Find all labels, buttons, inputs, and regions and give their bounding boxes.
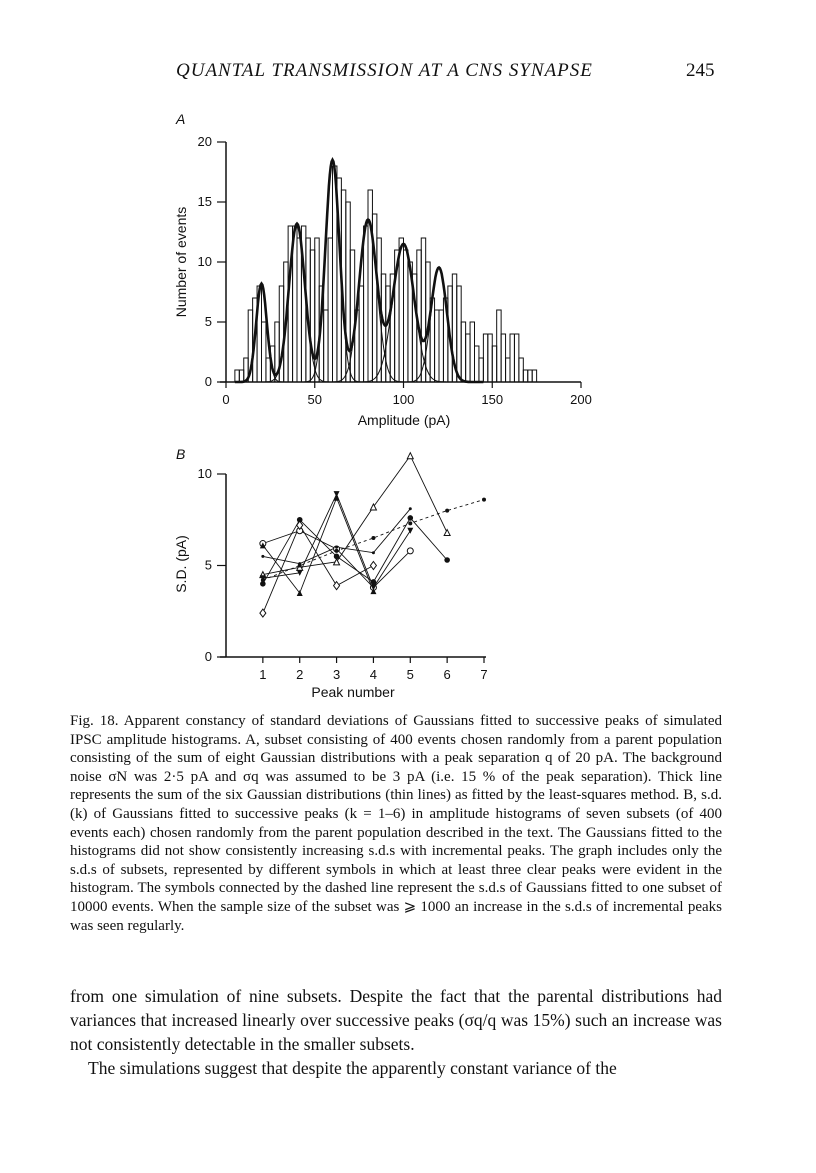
body-text <box>70 984 722 1080</box>
histogram-bar <box>479 358 483 382</box>
histogram-bar <box>488 334 492 382</box>
panel-a-xlabel: Amplitude (pA) <box>357 412 451 428</box>
panel-a-ylabel: Number of events <box>173 206 189 318</box>
x-tick-label: 0 <box>222 392 230 407</box>
page-number: 245 <box>686 60 715 81</box>
data-point <box>261 555 264 558</box>
panel-b-ylabel: S.D. (pA) <box>173 535 189 593</box>
x-tick-label: 100 <box>392 392 415 407</box>
x-tick-label: 5 <box>406 667 414 682</box>
histogram-bar <box>421 238 425 382</box>
histogram-bar <box>523 370 527 382</box>
histogram-bar <box>266 358 270 382</box>
histogram-bar <box>470 322 474 382</box>
y-tick-label: 15 <box>197 194 212 209</box>
body-paragraph: from one simulation of nine subsets. Despite the fact that the parental distributions had variances that increased linearly over successive peaks (σq/q was 15%) such an increase was not consistently detectable in the smaller subsets. <box>70 986 722 1054</box>
data-point <box>409 507 412 510</box>
data-point <box>445 509 449 513</box>
histogram-bar <box>364 226 368 382</box>
data-point <box>371 536 375 540</box>
data-point <box>407 528 413 534</box>
panel-b-xlabel: Peak number <box>311 684 395 700</box>
body-paragraph: The simulations suggest that despite the apparently constant variance of the <box>88 1058 617 1078</box>
histogram-bar <box>528 370 532 382</box>
data-point <box>335 546 338 549</box>
histogram-bar <box>439 310 443 382</box>
data-point <box>334 491 340 497</box>
data-point <box>335 549 339 553</box>
histogram-bar <box>483 334 487 382</box>
y-tick-label: 5 <box>204 557 212 573</box>
x-tick-label: 2 <box>296 667 304 682</box>
data-point <box>261 578 265 582</box>
histogram-bar <box>399 238 403 382</box>
data-point <box>370 504 376 510</box>
x-tick-label: 6 <box>443 667 451 682</box>
data-point <box>444 557 450 563</box>
y-tick-label: 10 <box>197 466 212 481</box>
panel-b-label: B <box>176 446 186 462</box>
histogram-bar <box>519 358 523 382</box>
x-tick-label: 50 <box>307 392 322 407</box>
y-tick-label: 0 <box>204 649 212 664</box>
sd-plot-panel-b <box>198 453 488 682</box>
histogram-bar <box>514 334 518 382</box>
data-point <box>372 551 375 554</box>
histogram-bar <box>501 334 505 382</box>
data-point <box>407 515 413 521</box>
histogram-bar <box>457 286 461 382</box>
histogram-bar <box>435 310 439 382</box>
data-point <box>371 579 377 585</box>
histogram-bar <box>239 370 243 382</box>
histogram-bar <box>297 238 301 382</box>
histogram-bar <box>262 322 266 382</box>
data-point <box>408 521 412 525</box>
x-tick-label: 3 <box>332 667 341 682</box>
y-tick-label: 5 <box>204 314 212 329</box>
histogram-bar <box>532 370 536 382</box>
x-tick-label: 4 <box>369 667 378 682</box>
histogram-bar <box>404 250 408 382</box>
histogram-bar <box>350 250 354 382</box>
x-tick-label: 150 <box>481 392 504 407</box>
data-point <box>370 562 376 570</box>
data-point <box>482 498 486 502</box>
histogram-bar <box>346 202 350 382</box>
data-point <box>260 609 266 617</box>
y-tick-label: 20 <box>197 134 212 149</box>
data-point <box>407 548 413 554</box>
histogram-bar <box>510 334 514 382</box>
panel-a-label: A <box>176 111 186 127</box>
x-tick-label: 200 <box>570 392 592 407</box>
histogram-bar <box>359 286 363 382</box>
figure-caption: Fig. 18. Apparent constancy of standard deviations of Gaussians fitted to successive peaks of simulated IPSC amplitude histograms. A, subset consisting of 400 events chosen randomly from a parent population consisting of the sum of eight Gaussian distributions with a peak separation q of 20 pA. The background noise σN was 2·5 pA and σq was assumed to be 3 pA (i.e. 15 % of the peak separation). Thick line represents the sum of the six Gaussian distributions (thin lines) as fitted by the least-squares method. B, s.d. (k) of Gaussians fitted to successive peaks (k = 1–6) in amplitude histograms of seven subsets (of 400 events each) chosen randomly from the parent population described in the text. The Gaussians fitted to the histograms did not show consistently increasing s.d.s with incremental peaks. The graph includes only the s.d.s of subsets, represented by different symbols in which at least three clear peaks were evident in the histogram. The symbols connected by the dashed line represent the s.d.s of Gaussians fitted to one subset of 10000 events. When the sample size of the subset was ⩾ 1000 an increase in the s.d.s of incremental peaks was seen regularly. <box>70 713 722 934</box>
series-line <box>263 456 447 575</box>
x-tick-label: 7 <box>480 667 488 682</box>
running-title: QUANTAL TRANSMISSION AT A CNS SYNAPSE <box>176 60 593 81</box>
data-point <box>444 530 450 536</box>
y-tick-label: 10 <box>197 254 212 269</box>
histogram-bar <box>506 358 510 382</box>
histogram-bar <box>324 310 328 382</box>
histogram-panel-a <box>198 134 592 407</box>
data-point <box>298 564 302 568</box>
histogram-bar <box>310 250 314 382</box>
y-tick-label: 0 <box>204 374 212 389</box>
histogram-bar <box>492 346 496 382</box>
histogram-bar <box>497 310 501 382</box>
histogram-bar <box>381 274 385 382</box>
histogram-bar <box>328 238 332 382</box>
histogram-bar <box>466 334 470 382</box>
x-tick-label: 1 <box>259 667 267 682</box>
data-point <box>407 453 413 459</box>
histogram-bar <box>461 322 465 382</box>
histogram-bar <box>475 346 479 382</box>
histogram-bar <box>235 370 239 382</box>
